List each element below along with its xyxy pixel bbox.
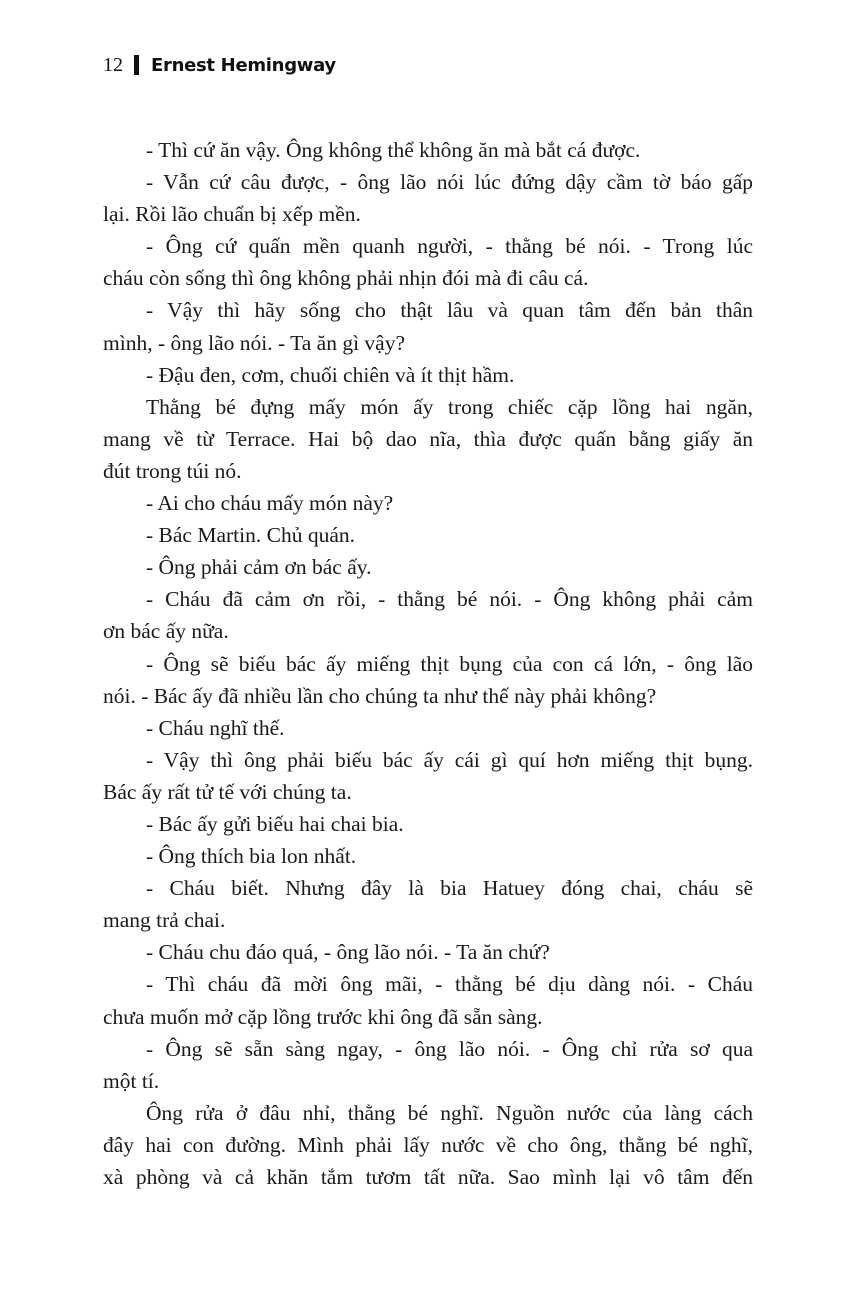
- page-body-text: [103, 134, 753, 1193]
- text-line: - Thì cháu đã mời ông mãi, - thằng bé dịu dàng nói. - Cháu: [146, 972, 753, 997]
- paragraph: [103, 134, 753, 166]
- text-line: - Ông cứ quấn mền quanh người, - thằng bé nói. - Trong lúc: [146, 234, 753, 259]
- paragraph: [103, 391, 753, 487]
- paragraph: [103, 583, 753, 647]
- text-line: - Vậy thì hãy sống cho thật lâu và quan tâm đến bản thân: [146, 298, 753, 323]
- paragraph: [103, 551, 753, 583]
- paragraph: [103, 230, 753, 294]
- text-line: - Đậu đen, cơm, chuối chiên và ít thịt hầm.: [146, 362, 515, 387]
- paragraph: [103, 294, 753, 358]
- header-divider: [134, 55, 139, 75]
- text-line: Ông rửa ở đâu nhỉ, thằng bé nghĩ. Nguồn nước của làng cách: [146, 1100, 753, 1125]
- paragraph: [103, 648, 753, 712]
- paragraph: [103, 1033, 753, 1097]
- text-line: - Vậy thì ông phải biếu bác ấy cái gì quí hơn miếng thịt bụng.: [146, 747, 753, 772]
- paragraph: [103, 166, 753, 230]
- paragraph: [103, 359, 753, 391]
- paragraph: [103, 872, 753, 936]
- text-line: nói. - Bác ấy đã nhiều lần cho chúng ta như thế này phải không?: [103, 683, 657, 708]
- paragraph: [103, 936, 753, 968]
- text-line: chưa muốn mở cặp lồng trước khi ông đã sẵn sàng.: [103, 1004, 543, 1029]
- text-line: - Ông phải cảm ơn bác ấy.: [146, 555, 372, 580]
- text-line: lại. Rồi lão chuẩn bị xếp mền.: [103, 202, 361, 227]
- running-header: [103, 50, 336, 80]
- text-line: xà phòng và cả khăn tắm tươm tất nữa. Sao mình lại vô tâm đến: [103, 1165, 753, 1189]
- text-line: mang về từ Terrace. Hai bộ dao nĩa, thìa được quấn bằng giấy ăn: [103, 426, 753, 451]
- text-line: ơn bác ấy nữa.: [103, 619, 229, 644]
- text-line: đút trong túi nó.: [103, 458, 242, 483]
- paragraph: [103, 808, 753, 840]
- text-line: một tí.: [103, 1068, 160, 1093]
- text-line: - Cháu biết. Nhưng đây là bia Hatuey đóng chai, cháu sẽ: [146, 876, 753, 901]
- text-line: - Cháu nghĩ thế.: [146, 715, 285, 740]
- paragraph: [103, 840, 753, 872]
- text-line: - Ông sẽ biếu bác ấy miếng thịt bụng của con cá lớn, - ông lão: [146, 651, 753, 676]
- text-line: - Cháu chu đáo quá, - ông lão nói. - Ta ăn chứ?: [146, 940, 550, 965]
- text-line: - Bác Martin. Chủ quán.: [146, 523, 355, 548]
- page-number: 12: [103, 53, 123, 76]
- text-line: - Bác ấy gửi biếu hai chai bia.: [146, 811, 404, 836]
- text-line: - Ông sẽ sẵn sàng ngay, - ông lão nói. - Ông chỉ rửa sơ qua: [146, 1036, 753, 1061]
- paragraph: [103, 968, 753, 1032]
- text-line: - Vẫn cứ câu được, - ông lão nói lúc đứng dậy cầm tờ báo gấp: [146, 170, 753, 195]
- author-name: Ernest Hemingway: [151, 54, 336, 76]
- text-line: - Cháu đã cảm ơn rồi, - thằng bé nói. - Ông không phải cảm: [146, 587, 753, 612]
- text-line: mình, - ông lão nói. - Ta ăn gì vậy?: [103, 330, 406, 355]
- paragraph: [103, 1097, 753, 1193]
- text-line: mang trả chai.: [103, 908, 226, 933]
- text-line: Thằng bé đựng mấy món ấy trong chiếc cặp lồng hai ngăn,: [146, 394, 753, 419]
- text-line: Bác ấy rất tử tế với chúng ta.: [103, 779, 352, 804]
- paragraph: [103, 487, 753, 519]
- text-line: - Ai cho cháu mấy món này?: [146, 491, 394, 516]
- paragraph: [103, 744, 753, 808]
- paragraph: [103, 712, 753, 744]
- paragraph: [103, 519, 753, 551]
- text-line: cháu còn sống thì ông không phải nhịn đói mà đi câu cá.: [103, 266, 589, 291]
- text-line: - Thì cứ ăn vậy. Ông không thể không ăn mà bắt cá được.: [146, 138, 641, 162]
- text-line: đây hai con đường. Mình phải lấy nước về cho ông, thằng bé nghĩ,: [103, 1132, 753, 1157]
- text-line: - Ông thích bia lon nhất.: [146, 844, 357, 869]
